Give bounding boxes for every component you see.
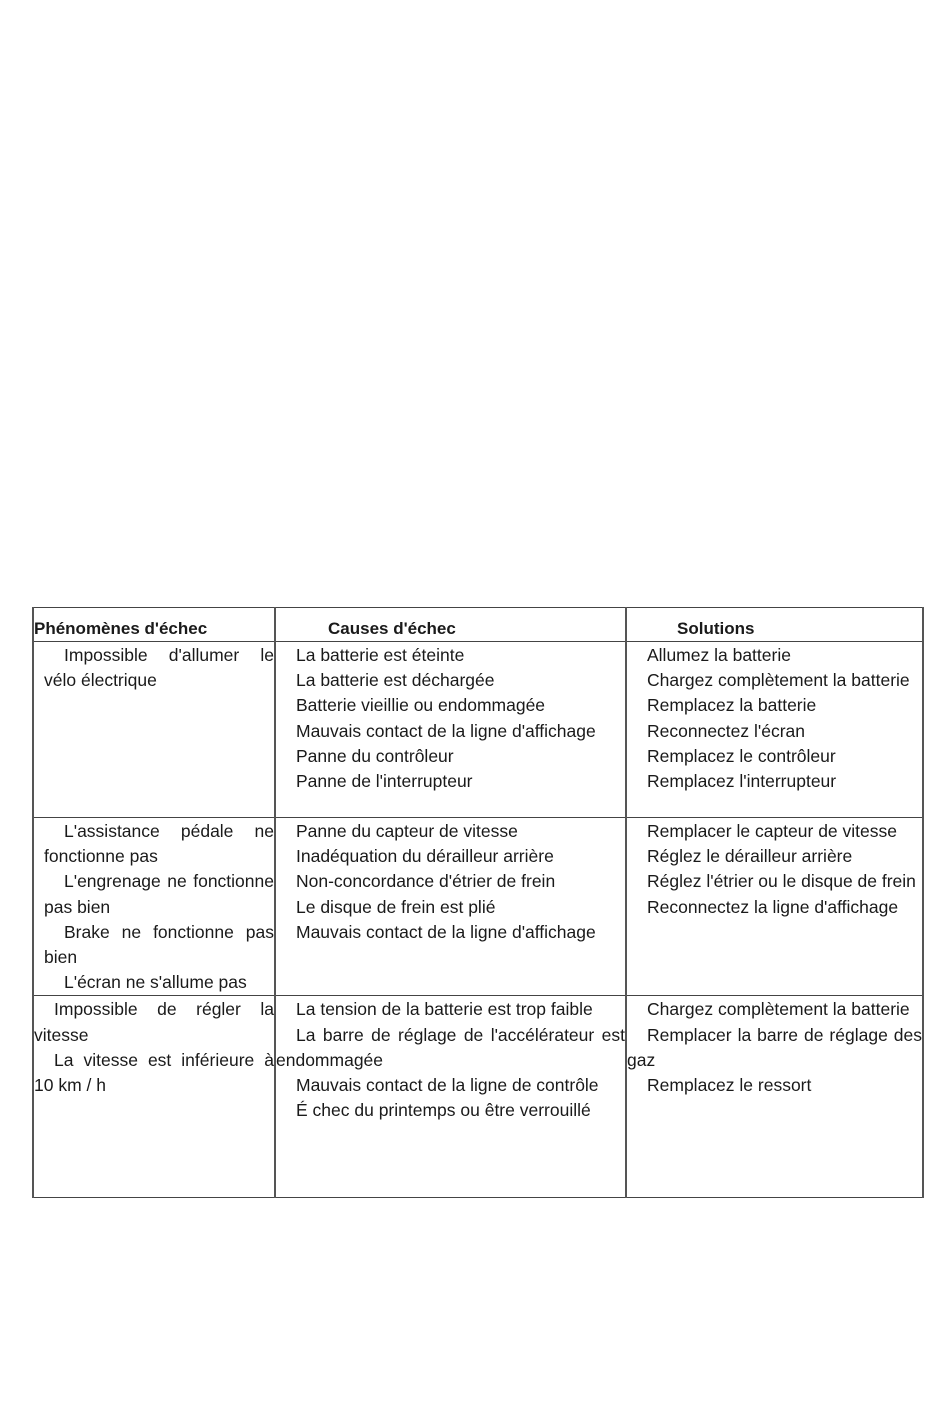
phenomenon-text: L'écran ne s'allume pas [64, 972, 247, 993]
phenomenon-text: Impossible de régler la vitesse [34, 999, 274, 1045]
phenomenon-text: Impossible d'allumer le vélo électrique [44, 645, 274, 691]
troubleshooting-table [32, 607, 924, 1198]
causes-cell [275, 818, 626, 996]
causes-cell [275, 996, 626, 1198]
cause-text: Panne du contrôleur [296, 745, 454, 766]
table-row [33, 818, 923, 996]
solution-text: Remplacer la barre de réglage des gaz [627, 1024, 922, 1070]
phenomenon-text: Brake ne fonctionne pas bien [44, 921, 274, 968]
solution-text: Reconnectez l'écran [647, 720, 806, 741]
phenomena-cell [33, 996, 275, 1198]
table-row [33, 642, 923, 818]
cause-text: É chec du printemps ou être verrouillé [296, 1100, 591, 1121]
solution-text: Réglez le dérailleur arrière [647, 846, 853, 867]
header-causes: Causes d'échec [275, 608, 626, 642]
cause-text: La tension de la batterie est trop faible [296, 999, 593, 1020]
solution-text: Chargez complètement la batterie [647, 999, 910, 1020]
cause-text: La barre de réglage de l'accélérateur est endommagée [276, 1024, 625, 1070]
cause-text: La batterie est déchargée [296, 670, 495, 691]
cause-text: Le disque de frein est plié [296, 896, 496, 917]
cause-text: Non-concordance d'étrier de frein [296, 871, 556, 892]
solutions-cell [626, 818, 923, 996]
solution-text: Allumez la batterie [647, 645, 791, 665]
solution-text: Remplacez la batterie [647, 695, 817, 716]
phenomenon-text: L'assistance pédale ne fonctionne pas [44, 821, 274, 867]
header-phenomena: Phénomènes d'échec [33, 608, 275, 642]
table-row [33, 996, 923, 1198]
solution-text: Remplacez le ressort [647, 1075, 812, 1096]
cause-text: Batterie vieillie ou endommagée [296, 695, 546, 716]
solutions-cell [626, 996, 923, 1198]
cause-text: Mauvais contact de la ligne d'affichage [296, 720, 596, 741]
solutions-cell [626, 642, 923, 818]
cause-text: La batterie est éteinte [296, 645, 465, 665]
phenomena-cell [33, 642, 275, 818]
cause-text: Panne de l'interrupteur [296, 771, 473, 792]
header-solutions: Solutions [626, 608, 923, 642]
solution-text: Remplacer le capteur de vitesse [647, 821, 897, 841]
solution-text: Réglez l'étrier ou le disque de frein [647, 871, 916, 892]
cause-text: Inadéquation du dérailleur arrière [296, 846, 554, 867]
phenomenon-text: L'engrenage ne fonctionne pas bien [44, 871, 274, 917]
solution-text: Reconnectez la ligne d'affichage [647, 896, 899, 917]
solution-text: Chargez complètement la batterie [647, 670, 910, 691]
cause-text: Mauvais contact de la ligne d'affichage [296, 921, 596, 942]
solution-text: Remplacez le contrôleur [647, 745, 836, 766]
table-header-row [33, 608, 923, 642]
cause-text: Panne du capteur de vitesse [296, 821, 518, 841]
cause-text: Mauvais contact de la ligne de contrôle [296, 1075, 599, 1096]
phenomenon-text: La vitesse est inférieure à 10 km / h [34, 1049, 274, 1096]
causes-cell [275, 642, 626, 818]
phenomena-cell [33, 818, 275, 996]
solution-text: Remplacez l'interrupteur [647, 771, 837, 792]
